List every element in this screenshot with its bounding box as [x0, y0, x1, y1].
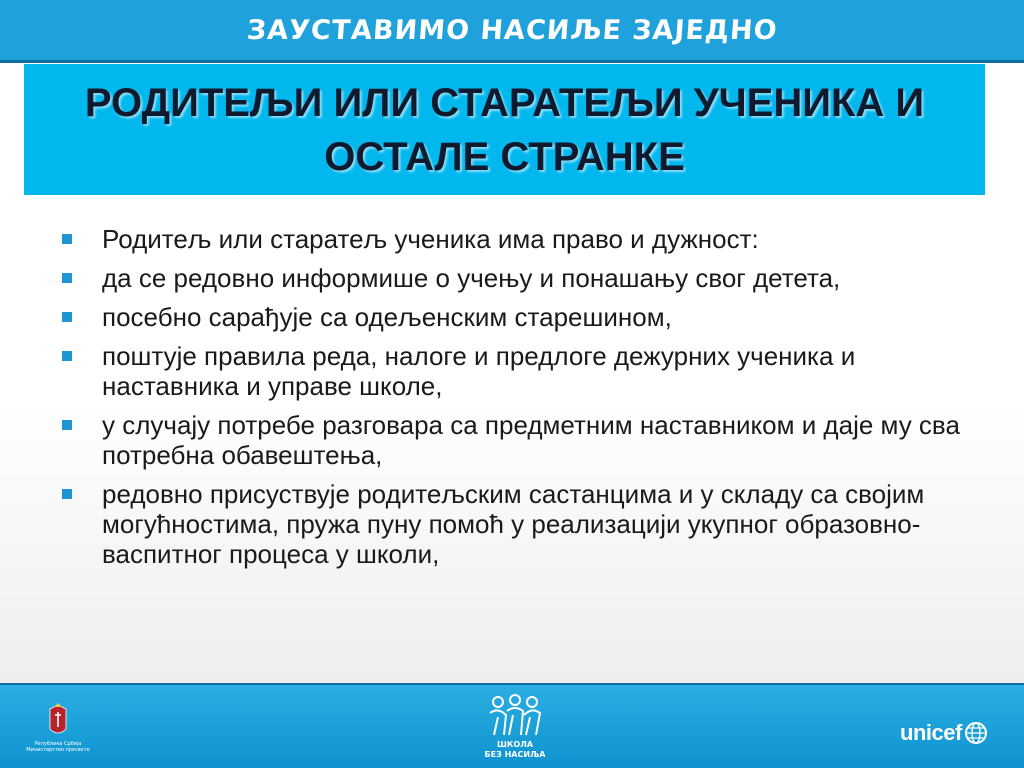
footer-bar: [0, 685, 1024, 768]
bullet-list: [60, 224, 960, 578]
school-without-violence-logo: [480, 693, 550, 767]
children-figures-icon: [480, 693, 550, 739]
square-bullet-icon: [62, 312, 72, 322]
square-bullet-icon: [62, 273, 72, 283]
bullet-item: [60, 341, 960, 401]
bullet-text: редовно присуствује родитељским састанцима и у складу са својим могућностима, пружа пуну помоћ у реализацији укупног образовно-васпитног процеса у школи,: [102, 479, 925, 569]
slide-title: РОДИТЕЉИ ИЛИ СТАРАТЕЉИ УЧЕНИКА И ОСТАЛЕ СТРАНКЕ: [84, 80, 925, 179]
square-bullet-icon: [62, 489, 72, 499]
school-logo-label: [480, 740, 550, 760]
bullet-item: [60, 410, 960, 470]
bullet-text: поштује правила реда, налоге и предлоге дежурних ученика и наставника и управе школе,: [102, 341, 856, 401]
school-logo-label-line1: ШКОЛА: [496, 740, 534, 749]
school-logo-label-line2: БЕЗ НАСИЉА: [484, 750, 546, 759]
serbian-crest-logo: [18, 703, 98, 765]
bullet-text: посебно сарађује са одељенским старешином,: [102, 302, 672, 332]
square-bullet-icon: [62, 351, 72, 361]
bullet-text: да се редовно информише о учењу и понашању свог детета,: [102, 263, 841, 293]
square-bullet-icon: [62, 234, 72, 244]
top-banner: [0, 0, 1024, 60]
title-box: [24, 64, 985, 195]
bullet-item: [60, 479, 960, 569]
bullet-item: [60, 263, 960, 293]
campaign-banner-text: ЗАУСТАВИМО НАСИЉЕ ЗАЈЕДНО: [245, 14, 779, 46]
square-bullet-icon: [62, 420, 72, 430]
serbian-crest-icon: [18, 703, 98, 741]
unicef-globe-icon: [964, 721, 988, 745]
unicef-wordmark: unicef: [900, 720, 962, 745]
bullet-text: у случају потребе разговара са предметним наставником и даје му сва потребна обавештења,: [102, 410, 960, 470]
bullet-text: Родитељ или старатељ ученика има право и дужност:: [102, 224, 759, 254]
unicef-logo: [900, 720, 988, 746]
crest-label: Република Србија Министарство просвете: [26, 741, 90, 753]
bullet-item: [60, 224, 960, 254]
bullet-item: [60, 302, 960, 332]
